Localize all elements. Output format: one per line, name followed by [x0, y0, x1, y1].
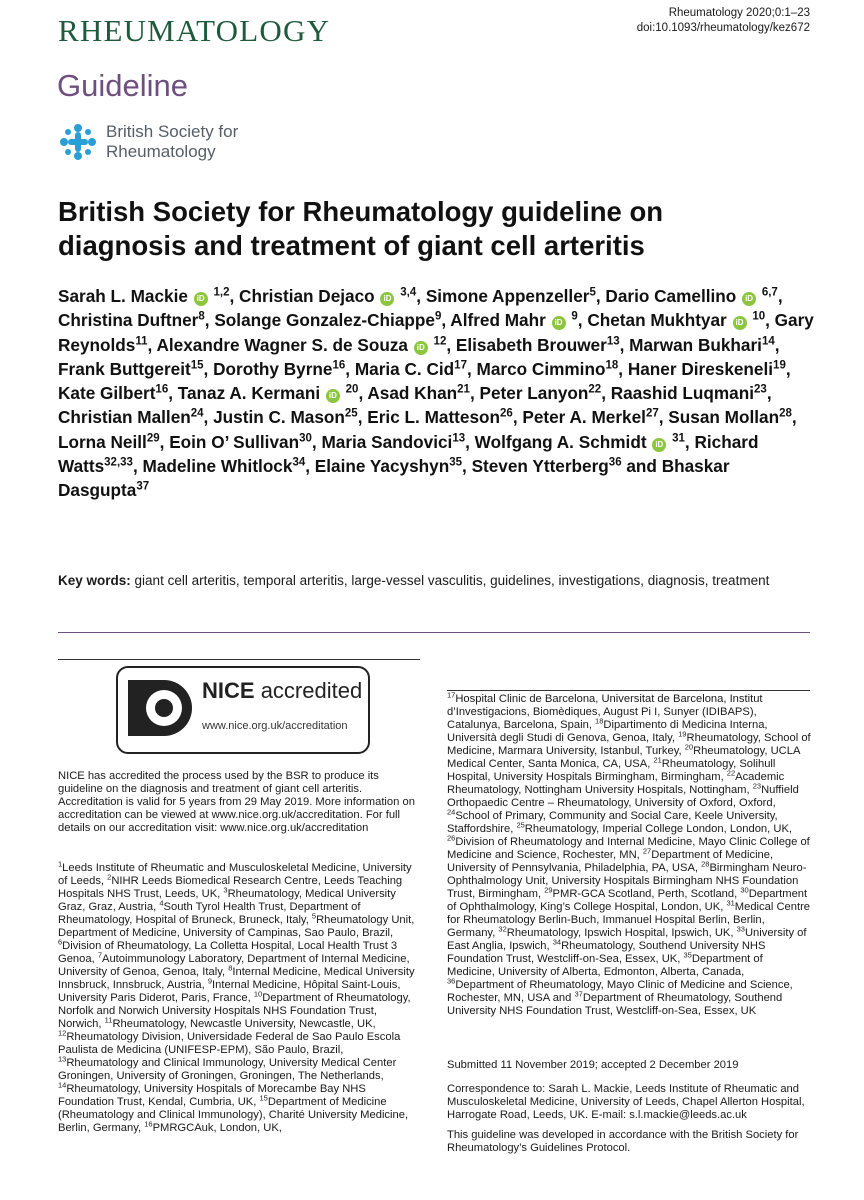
nice-logo-icon	[124, 676, 194, 740]
affiliation-text: School of Primary, Community and Social Care, Keele University, Staffordshire	[447, 810, 778, 835]
author: Haner Direskeneli$^{19}$,	[627, 358, 791, 379]
author: Solange Gonzalez-Chiappe$^9$,	[214, 310, 451, 331]
author: Sarah L. Mackie iD $^{1,2}$,	[58, 286, 240, 306]
affiliation-text: Rheumatology, Solihull Hospital, University Hospitals Birmingham, Birmingham	[447, 758, 776, 783]
author: Elisabeth Brouwer$^{13}$,	[455, 334, 630, 355]
affiliation-text: South Tyrol Health Trust, Department of Rheumatology, Hospital of Bruneck, Bruneck, Italy	[58, 901, 361, 926]
author-affiliation-ref: 17	[454, 359, 467, 372]
author-affiliation-ref: 22	[588, 383, 602, 396]
affiliation-text: Rheumatology, University Hospitals of Morecambe Bay NHS Foundation Trust, Kendal, Cumbria, UK	[58, 1083, 366, 1108]
author-name: Justin C. Mason	[213, 407, 345, 428]
society-logo	[58, 120, 278, 166]
affiliation-text: Rheumatology, Southend University NHS Foundation Trust, Westcliff-on-Sea, Essex, UK	[447, 940, 766, 965]
affiliation: $^{31}$Medical Centre for Rheumatology Berlin-Buch, Immanuel Hospital Berlin, Berlin, Germany,	[447, 898, 811, 939]
affiliation-number: 5	[311, 911, 317, 921]
author: Kate Gilbert$^{16}$,	[58, 383, 178, 404]
affiliation: $^6$Division of Rheumatology, La Colletta Hospital, Local Health Trust 3 Genoa,	[58, 937, 398, 965]
author-name: Marco Cimmino	[476, 358, 606, 379]
author: Christina Duftner$^8$,	[58, 310, 215, 331]
author: Steven Ytterberg$^{36}$ and	[471, 456, 662, 477]
affiliation: $^{25}$Rheumatology, Imperial College London, London, UK,	[516, 820, 793, 835]
author: Dario Camellino iD $^{6,7}$,	[605, 286, 783, 306]
correspondence: Correspondence to: Sarah L. Mackie, Leeds Institute of Rheumatic and Musculoskeletal Medicine, University of Leeds, Chapel Allerton Hospital, Harrogate Road, Leeds, UK. E-mail: s.l.mackie@leeds.ac.uk	[447, 1083, 805, 1121]
affiliation: $^7$Autoimmunology Laboratory, Department of Internal Medicine, University of Genoa, Genoa, Italy,	[58, 950, 410, 978]
affiliation: $^{14}$Rheumatology, University Hospitals of Morecambe Bay NHS Foundation Trust, Kendal, Cumbria, UK,	[58, 1080, 366, 1108]
citation-volume: Rheumatology 2020;0:1–23	[668, 7, 810, 19]
affiliation-number: 23	[752, 781, 762, 791]
affiliation-number: 10	[253, 989, 263, 999]
affiliation-number: 36	[447, 976, 456, 986]
affiliation-text: Rheumatology Unit, Department of Medicine, University of Campinas, Sao Paulo, Brazil	[58, 914, 415, 939]
affiliation: $^{30}$Department of Ophthalmology, King’s College Hospital, London, UK,	[447, 885, 808, 913]
author-affiliation-ref: 11	[135, 334, 148, 347]
author-name: Tanaz A. Kermani	[177, 383, 321, 404]
author-name: Asad Khan	[367, 383, 458, 404]
orcid-icon: iD	[326, 389, 340, 403]
affiliation-number: 12	[58, 1028, 67, 1038]
author-affiliation-ref: 28	[779, 407, 792, 420]
author: Peter A. Merkel$^{27}$,	[522, 407, 669, 428]
citation-block	[637, 6, 810, 36]
author-name: Dorothy Byrne	[213, 358, 333, 379]
affiliation-text: Internal Medicine, Medical University Innsbruck, Innsbruck, Austria	[58, 966, 415, 991]
author-name: Peter Lanyon	[479, 383, 589, 404]
author: Madeline Whitlock$^{34}$,	[142, 456, 315, 477]
author-name: Frank Buttgereit	[58, 358, 191, 379]
author: Frank Buttgereit$^{15}$,	[58, 358, 214, 379]
keywords-text: giant cell arteritis, temporal arteritis, large-vessel vasculitis, guidelines, investigations, diagnosis, treatment	[134, 573, 770, 588]
author: Christian Dejaco iD $^{3,4}$,	[239, 286, 426, 306]
author-name: Maria C. Cid	[354, 358, 455, 379]
author: Chetan Mukhtyar iD $^{10}$,	[587, 310, 775, 331]
affiliation-text: Department of Medicine, University of Alberta, Edmonton, Alberta, Canada	[447, 953, 763, 978]
author-name: Lorna Neill	[58, 431, 147, 452]
affiliation-text: Dipartimento di Medicina Interna, Università degli Studi di Genova, Genoa, Italy	[447, 719, 768, 744]
nice-accredited-mark	[202, 678, 362, 704]
author-affiliation-ref: 29	[146, 432, 160, 445]
affiliation-number: 16	[144, 1119, 153, 1129]
affiliation-text: Rheumatology, Newcastle University, Newcastle, UK	[112, 1018, 373, 1030]
nice-badge-url: www.nice.org.uk/accreditation	[202, 720, 348, 732]
author-affiliation-ref: 9	[434, 310, 442, 323]
author: Lorna Neill$^{29}$,	[58, 431, 170, 452]
author: Wolfgang A. Schmidt iD $^{31}$,	[474, 431, 695, 452]
affiliation-number: 24	[447, 807, 456, 817]
nice-statement: NICE has accredited the process used by the BSR to produce its guideline on the diagnosis and treatment of giant cell arteritis. Accreditation is valid for 5 years from 29 May 2019. More information on accreditation can be viewed at www.nice.org.uk/accreditation. For full details on our accreditation visit: www.nice.org.uk/accreditation	[58, 770, 415, 834]
affiliation: $^{18}$Dipartimento di Medicina Interna, Università degli Studi di Genova, Genoa, Italy,	[447, 716, 768, 744]
author-name: Haner Direskeneli	[627, 358, 774, 379]
journal-name: RHEUMATOLOGY	[58, 13, 331, 48]
author-name: Marwan Bukhari	[629, 334, 762, 355]
author-affiliation-ref: 8	[198, 310, 205, 323]
author-affiliation-ref: 14	[761, 334, 775, 347]
affiliation: $^{33}$University of East Anglia, Ipswich,	[447, 924, 807, 952]
affiliation-number: 20	[684, 742, 694, 752]
author-name: Maria Sandovici	[321, 431, 453, 452]
author-affiliation-ref: 12	[433, 334, 447, 347]
author-name: Richard Watts	[58, 431, 759, 477]
author-name: Alfred Mahr	[450, 310, 546, 331]
affiliation-number: 32	[498, 924, 507, 934]
affiliation: $^{19}$Rheumatology, School of Medicine, Marmara University, Istanbul, Turkey,	[447, 729, 811, 757]
affiliation: $^{34}$Rheumatology, Southend University NHS Foundation Trust, Westcliff-on-Sea, Essex, UK,	[447, 937, 766, 965]
affiliation: $^{26}$Division of Rheumatology and Internal Medicine, Mayo Clinic College of Medicine and Science, Rochester, MN,	[447, 833, 810, 861]
affiliation: $^{12}$Rheumatology Division, Universidade Federal de Sao Paulo Escola Paulista de Medicina (UNIFESP-EPM), São Paulo, Brazil,	[58, 1028, 401, 1056]
affiliation: $^{16}$PMRGCAuk, London, UK,	[144, 1119, 282, 1134]
affiliation-number: 31	[726, 898, 735, 908]
affiliation: $^8$Internal Medicine, Medical University Innsbruck, Innsbruck, Austria,	[58, 963, 415, 991]
author: Marco Cimmino$^{18}$,	[476, 358, 628, 379]
affiliation: $^{35}$Department of Medicine, University of Alberta, Edmonton, Alberta, Canada,	[447, 950, 763, 978]
author: Simone Appenzeller$^5$,	[425, 286, 606, 306]
affiliation: $^{28}$Birmingham Neuro-Ophthalmology Unit, University Hospitals Birmingham NHS Foundation Trust, Birmingham,	[447, 859, 807, 900]
affiliation-number: 14	[58, 1080, 67, 1090]
affiliation: $^{10}$Department of Rheumatology, Norfolk and Norwich University Hospitals NHS Foundation Trust, Norwich,	[58, 989, 411, 1030]
affiliation-number: 22	[726, 768, 736, 778]
keywords-divider	[58, 632, 810, 633]
author-name: Simone Appenzeller	[425, 286, 590, 306]
author: Marwan Bukhari$^{14}$,	[629, 334, 780, 355]
affiliation-number: 17	[447, 690, 456, 700]
affiliation: $^2$NIHR Leeds Biomedical Research Centre, Leeds Teaching Hospitals NHS Trust, Leeds, UK,	[58, 872, 403, 900]
author-affiliation-ref: 15	[190, 359, 204, 372]
author-name: Sarah L. Mackie	[58, 286, 188, 306]
affiliation-number: 29	[544, 885, 553, 895]
affiliation-number: 25	[516, 820, 525, 830]
author: Tanaz A. Kermani iD $^{20}$,	[177, 383, 368, 404]
affiliation-text: PMRGCAuk, London, UK	[152, 1122, 279, 1134]
affiliation: $^{20}$Rheumatology, UCLA Medical Center, Santa Monica, CA, USA,	[447, 742, 800, 770]
affiliation: $^{15}$Department of Medicine (Rheumatology and Clinical Immunology), Charité University Medicine, Berlin, Germany,	[58, 1093, 409, 1134]
author-affiliation-ref: 1,2	[213, 286, 230, 299]
affiliation-text: Rheumatology, Medical University Graz, Graz, Austria	[58, 888, 396, 913]
orcid-icon: iD	[414, 341, 428, 355]
orcid-icon: iD	[733, 316, 747, 330]
author: Maria Sandovici$^{13}$,	[321, 431, 475, 452]
affiliation-number: 21	[653, 755, 662, 765]
affiliation-text: Department of Rheumatology, Southend University NHS Foundation Trust, Westcliff-on-Sea, Essex, UK	[447, 992, 783, 1017]
affiliation-text: Hospital Clinic de Barcelona, Universitat de Barcelona, Institut d’Investigacions, Biomèdiques, August Pi I, Sunyer (IDIBAPS), Catalunya, Barcelona, Spain	[447, 693, 763, 731]
guideline-note: This guideline was developed in accordance with the British Society for Rheumatology’s Guidelines Protocol.	[447, 1129, 799, 1154]
affiliations-right-column	[447, 690, 811, 1018]
author-affiliation-ref: 24	[190, 407, 204, 420]
affiliation-text: Department of Rheumatology, Norfolk and Norwich University Hospitals NHS Foundation Trust, Norwich	[58, 992, 411, 1030]
affiliation-text: Autoimmunology Laboratory, Department of Internal Medicine, University of Genoa, Genoa, Italy	[58, 953, 410, 978]
author: Eric L. Matteson$^{26}$,	[367, 407, 523, 428]
affiliation-text: Department of Ophthalmology, King’s College Hospital, London, UK	[447, 888, 808, 913]
affiliation-number: 34	[552, 937, 562, 947]
affiliation-text: Rheumatology Division, Universidade Federal de Sao Paulo Escola Paulista de Medicina (UNIFESP-EPM), São Paulo, Brazil	[58, 1031, 401, 1056]
author-name: Peter A. Merkel	[522, 407, 646, 428]
nice-brand: NICE	[202, 678, 255, 703]
author-affiliation-ref: 5	[589, 286, 596, 299]
society-name-line2: Rheumatology	[106, 142, 216, 161]
author-affiliation-ref: 9	[571, 310, 578, 323]
author-name: Elisabeth Brouwer	[455, 334, 607, 355]
affiliation-text: Rheumatology and Clinical Immunology, University Medical Center Groningen, University of Groningen, Groningen, The Netherlands	[58, 1057, 397, 1082]
author: Maria C. Cid$^{17}$,	[354, 358, 477, 379]
author: Eoin O’ Sullivan$^{30}$,	[169, 431, 322, 452]
orcid-icon: iD	[552, 316, 566, 330]
author-name: Steven Ytterberg	[471, 456, 609, 477]
left-column-divider	[58, 659, 420, 660]
author-affiliation-ref: 34	[292, 456, 306, 469]
author-name: Solange Gonzalez-Chiappe	[214, 310, 435, 331]
affiliation: $^5$Rheumatology Unit, Department of Medicine, University of Campinas, Sao Paulo, Brazil,	[58, 911, 415, 939]
author-affiliation-ref: 16	[155, 383, 169, 396]
author-name: Christian Dejaco	[239, 286, 375, 306]
article-type: Guideline	[57, 68, 188, 103]
author-affiliation-ref: 31	[672, 432, 685, 445]
affiliation-text: Nuffield Orthopaedic Centre – Rheumatology, University of Oxford, Oxford	[447, 784, 799, 809]
author: Elaine Yacyshyn$^{35}$,	[314, 456, 472, 477]
author-affiliation-ref: 6,7	[761, 286, 778, 299]
affiliation-number: 7	[97, 950, 102, 960]
affiliation-text: Division of Rheumatology, La Colletta Hospital, Local Health Trust 3 Genoa	[58, 940, 398, 965]
affiliation-number: 9	[207, 976, 213, 986]
author-name: Christian Mallen	[58, 407, 191, 428]
author-affiliation-ref: 36	[608, 456, 622, 469]
author-affiliation-ref: 10	[752, 310, 766, 323]
author-affiliation-ref: 21	[457, 383, 470, 396]
affiliation-text: Leeds Institute of Rheumatic and Musculoskeletal Medicine, University of Leeds	[58, 862, 412, 887]
author: Raashid Luqmani$^{23}$,	[610, 383, 772, 404]
affiliation-number: 4	[159, 898, 164, 908]
affiliation-text: Department of Rheumatology, Mayo Clinic of Medicine and Science, Rochester, MN, USA	[447, 979, 793, 1004]
affiliation-number: 35	[683, 950, 692, 960]
affiliation-text: Division of Rheumatology and Internal Medicine, Mayo Clinic College of Medicine and Science, Rochester, MN	[447, 836, 810, 861]
author-name: Chetan Mukhtyar	[587, 310, 727, 331]
affiliation: $^{13}$Rheumatology and Clinical Immunology, University Medical Center Groningen, University of Groningen, Groningen, The Netherlands,	[58, 1054, 397, 1082]
affiliation-number: 28	[701, 859, 710, 869]
author-name: Wolfgang A. Schmidt	[474, 431, 647, 452]
keywords-label: Key words:	[58, 573, 131, 588]
author: Peter Lanyon$^{22}$,	[479, 383, 611, 404]
author-name: Dario Camellino	[605, 286, 737, 306]
submission-dates: Submitted 11 November 2019; accepted 2 December 2019	[447, 1059, 739, 1071]
orcid-icon: iD	[742, 292, 756, 306]
society-name	[106, 122, 238, 162]
author-affiliation-ref: 13	[452, 432, 466, 445]
affiliation-number: 37	[574, 989, 583, 999]
author: Richard Watts$^{32,33}$,	[58, 431, 759, 477]
affiliation: $^1$Leeds Institute of Rheumatic and Musculoskeletal Medicine, University of Leeds,	[58, 859, 412, 887]
affiliation-text: Rheumatology, Ipswich Hospital, Ipswich, UK	[506, 927, 731, 939]
affiliation: $^{17}$Hospital Clinic de Barcelona, Universitat de Barcelona, Institut d’Investigacions, Biomèdiques, August Pi I, Sunyer (IDIBAPS), Catalunya, Barcelona, Spain,	[447, 690, 763, 731]
affiliations-left-column	[58, 859, 420, 1135]
author-name: Gary Reynolds	[58, 310, 814, 355]
author-name: Raashid Luqmani	[610, 383, 755, 404]
author: Asad Khan$^{21}$,	[367, 383, 480, 404]
affiliation-number: 3	[223, 885, 228, 895]
affiliation-text: NIHR Leeds Biomedical Research Centre, Leeds Teaching Hospitals NHS Trust, Leeds, UK	[58, 875, 403, 900]
author-affiliation-ref: 32,33	[104, 456, 133, 469]
author-affiliation-ref: 16	[332, 359, 346, 372]
affiliation-number: 26	[447, 833, 456, 843]
affiliation: $^{22}$Academic Rheumatology, Nottingham University Hospitals, Nottingham,	[447, 768, 785, 796]
author-affiliation-ref: 25	[344, 407, 358, 420]
author: Christian Mallen$^{24}$,	[58, 407, 214, 428]
author-affiliation-ref: 26	[500, 407, 513, 420]
affiliation-number: 27	[642, 846, 652, 856]
orcid-icon: iD	[380, 292, 394, 306]
author: Justin C. Mason$^{25}$,	[213, 407, 368, 428]
affiliation-text: Birmingham Neuro-Ophthalmology Unit, University Hospitals Birmingham NHS Foundation Trust, Birmingham	[447, 862, 807, 900]
affiliation-number: 33	[736, 924, 745, 934]
affiliation: $^{24}$School of Primary, Community and Social Care, Keele University, Staffordshire,	[447, 807, 778, 835]
author-name: Elaine Yacyshyn	[314, 456, 450, 477]
author-name: Madeline Whitlock	[142, 456, 293, 477]
author-affiliation-ref: 20	[345, 383, 359, 396]
author-name: Susan Mollan	[668, 407, 780, 428]
affiliation-text: PMR-GCA Scotland, Perth, Scotland	[552, 888, 735, 900]
author-name: Kate Gilbert	[58, 383, 156, 404]
affiliation-text: Academic Rheumatology, Nottingham University Hospitals, Nottingham	[447, 771, 785, 796]
bsr-logo-icon	[58, 122, 98, 162]
affiliation-number: 1	[58, 859, 63, 869]
author-list	[58, 284, 818, 503]
affiliation-number: 8	[228, 963, 233, 973]
author-affiliation-ref: 35	[449, 456, 462, 469]
author: Alexandre Wagner S. de Souza iD $^{12}$,	[156, 334, 456, 355]
citation-doi: doi:10.1093/rheumatology/kez672	[636, 22, 810, 34]
author-affiliation-ref: 30	[299, 432, 312, 445]
author-name: Christina Duftner	[58, 310, 199, 331]
author-affiliation-ref: 13	[606, 334, 620, 347]
affiliation-number: 2	[107, 872, 112, 882]
affiliation: $^3$Rheumatology, Medical University Graz, Graz, Austria,	[58, 885, 396, 913]
affiliation: $^{36}$Department of Rheumatology, Mayo Clinic of Medicine and Science, Rochester, MN, USA and	[447, 976, 793, 1004]
nice-accredited-label: accredited	[260, 678, 363, 703]
affiliation-text: Medical Centre for Rheumatology Berlin-Buch, Immanuel Hospital Berlin, Berlin, Germany	[447, 901, 811, 939]
affiliation-text: University of East Anglia, Ipswich	[447, 927, 807, 952]
author-affiliation-ref: 23	[754, 383, 767, 396]
author-name: Bhaskar Dasgupta	[58, 456, 730, 501]
affiliation-text: Department of Medicine, University of Pennsylvania, Philadelphia, PA, USA	[447, 849, 774, 874]
affiliation-number: 13	[58, 1054, 67, 1064]
author-affiliation-ref: 3,4	[400, 286, 417, 299]
author: Dorothy Byrne$^{16}$,	[213, 358, 355, 379]
orcid-icon: iD	[194, 292, 208, 306]
right-column-divider	[447, 690, 810, 691]
affiliation-text: Rheumatology, UCLA Medical Center, Santa Monica, CA, USA	[447, 745, 800, 770]
affiliation-text: Rheumatology, Imperial College London, London, UK	[524, 823, 789, 835]
affiliation: $^{32}$Rheumatology, Ipswich Hospital, Ipswich, UK,	[498, 924, 737, 939]
affiliation: $^9$Internal Medicine, Hôpital Saint-Louis, University Paris Diderot, Paris, France,	[58, 976, 401, 1004]
affiliation-number: 30	[740, 885, 749, 895]
author: Alfred Mahr iD $^9$,	[450, 310, 588, 331]
affiliation-text: Rheumatology, School of Medicine, Marmara University, Istanbul, Turkey	[447, 732, 811, 757]
author: Susan Mollan$^{28}$,	[668, 407, 797, 428]
affiliation: $^{23}$Nuffield Orthopaedic Centre – Rheumatology, University of Oxford, Oxford,	[447, 781, 799, 809]
affiliation: $^{21}$Rheumatology, Solihull Hospital, University Hospitals Birmingham, Birmingham,	[447, 755, 776, 783]
author-name: Eric L. Matteson	[367, 407, 501, 428]
affiliation-number: 6	[58, 937, 63, 947]
article-title: British Society for Rheumatology guideline on diagnosis and treatment of giant cell arteritis	[58, 196, 664, 261]
affiliation: $^{29}$PMR-GCA Scotland, Perth, Scotland,	[544, 885, 741, 900]
affiliation-number: 15	[259, 1093, 268, 1103]
affiliation: $^{27}$Department of Medicine, University of Pennsylvania, Philadelphia, PA, USA,	[447, 846, 774, 874]
affiliation: $^4$South Tyrol Health Trust, Department of Rheumatology, Hospital of Bruneck, Bruneck, Italy,	[58, 898, 361, 926]
affiliation-text: Internal Medicine, Hôpital Saint-Louis, University Paris Diderot, Paris, France	[58, 979, 401, 1004]
author-affiliation-ref: 37	[136, 480, 150, 493]
affiliation-number: 18	[595, 716, 604, 726]
orcid-icon: iD	[652, 438, 666, 452]
author-name: Eoin O’ Sullivan	[169, 431, 300, 452]
affiliation-text: Department of Medicine (Rheumatology and Clinical Immunology), Charité University Medicine, Berlin, Germany	[58, 1096, 409, 1134]
author-affiliation-ref: 19	[773, 359, 786, 372]
author-affiliation-ref: 27	[645, 407, 659, 420]
author-name: Alexandre Wagner S. de Souza	[156, 334, 408, 355]
keywords	[58, 572, 814, 590]
affiliation: $^{11}$Rheumatology, Newcastle University, Newcastle, UK,	[104, 1015, 376, 1030]
affiliation-number: 11	[104, 1015, 113, 1025]
affiliation-number: 19	[678, 729, 687, 739]
author-affiliation-ref: 18	[605, 359, 619, 372]
society-name-line1: British Society for	[106, 122, 239, 141]
nice-accreditation-badge	[116, 666, 370, 754]
author: Gary Reynolds$^{11}$,	[58, 310, 814, 355]
